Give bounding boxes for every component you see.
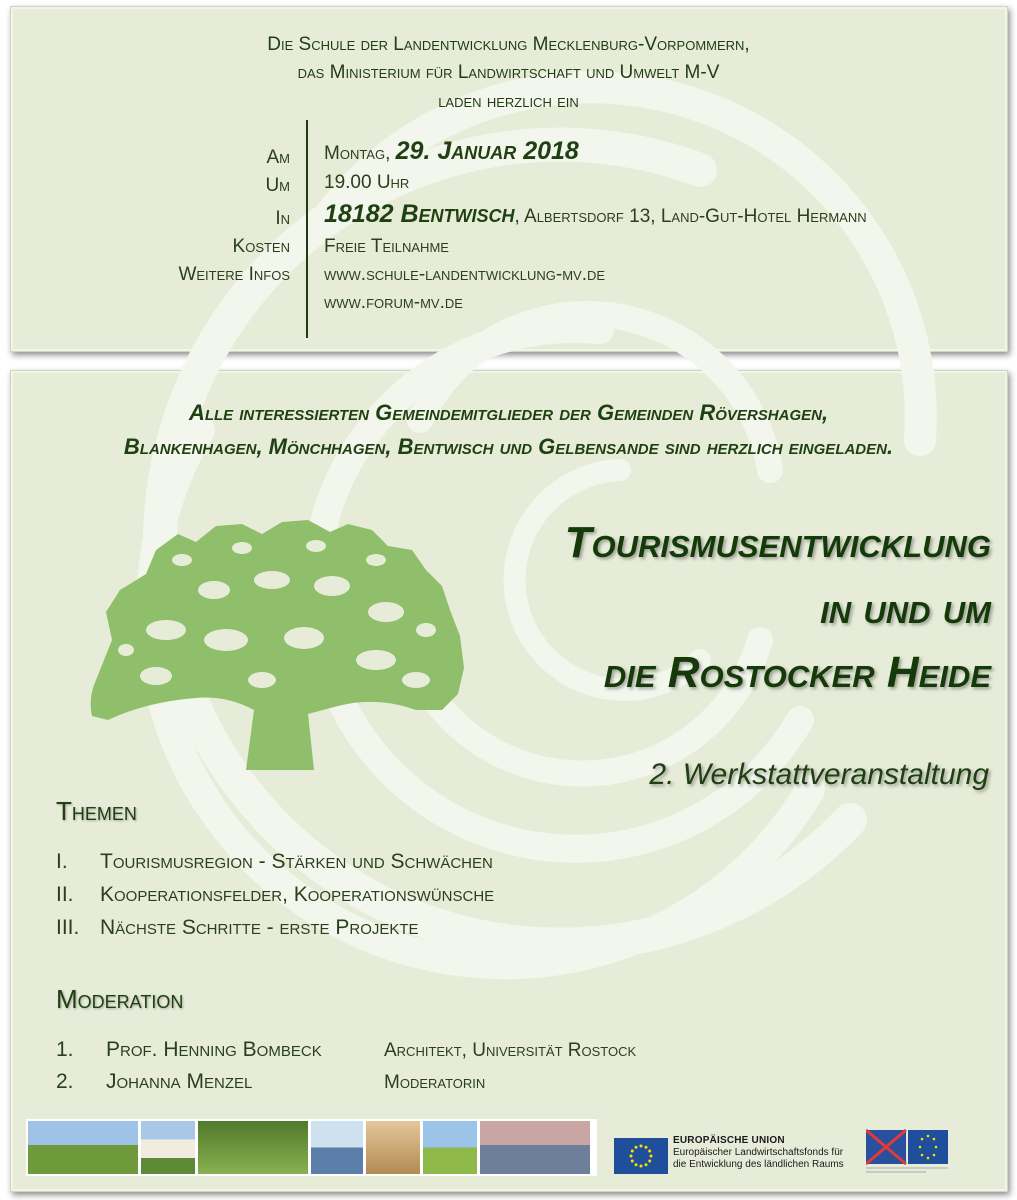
event-subtitle: 2. Werkstattveranstaltung bbox=[649, 758, 989, 791]
photo-field bbox=[423, 1121, 477, 1174]
website-link-1[interactable]: www.schule-landentwicklung-mv.de bbox=[324, 264, 606, 285]
place-bold: 18182 Bentwisch bbox=[324, 200, 515, 228]
invitation-line-2: Blankenhagen, Mönchhagen, Bentwisch und Gelbensande sind herzlich eingeladen. bbox=[123, 434, 894, 459]
event-title-line-1: Tourismusentwicklung bbox=[564, 518, 991, 567]
date-value bbox=[324, 137, 579, 166]
topic-text: Kooperationsfelder, Kooperationswünsche bbox=[100, 883, 495, 906]
cost-label: Kosten bbox=[232, 236, 290, 257]
time-label: Um bbox=[265, 175, 290, 196]
photo-farmhouse bbox=[141, 1121, 195, 1174]
organizer-line-2: das Ministerium für Landwirtschaft und Umwelt M-V bbox=[297, 62, 720, 83]
oak-tree-logo bbox=[86, 520, 468, 770]
photo-family bbox=[366, 1121, 420, 1174]
info-divider bbox=[306, 120, 308, 338]
moderator-role: Architekt, Universität Rostock bbox=[384, 1040, 637, 1061]
place-label: In bbox=[275, 208, 290, 229]
moderator-name: Prof. Henning Bombeck bbox=[106, 1038, 322, 1061]
eu-heading: EUROPÄISCHE UNION bbox=[673, 1135, 785, 1146]
eu-fund-line-1: Europäischer Landwirtschaftsfonds für bbox=[673, 1147, 844, 1158]
place-value bbox=[324, 200, 867, 229]
topic-text: Nächste Schritte - erste Projekte bbox=[100, 916, 419, 939]
moderator-name: Johanna Menzel bbox=[106, 1070, 253, 1093]
date-bold: 29. Januar 2018 bbox=[395, 137, 579, 165]
cost-value: Freie Teilnahme bbox=[324, 236, 449, 257]
topics-heading: Themen bbox=[56, 796, 137, 826]
invite-line: laden herzlich ein bbox=[438, 91, 579, 112]
eu-funds-logo bbox=[866, 1128, 948, 1176]
eu-funding-text bbox=[673, 1135, 844, 1171]
topic-number: II. bbox=[56, 883, 74, 906]
event-title-line-3: die Rostocker Heide bbox=[603, 648, 991, 697]
invitation-line-1: Alle interessierten Gemeindemitglieder der Gemeinden Rövershagen, bbox=[188, 400, 829, 425]
eu-flag-icon bbox=[614, 1138, 668, 1174]
organizer-line-1: Die Schule der Landentwicklung Mecklenburg-Vorpommern, bbox=[267, 34, 750, 55]
event-title-line-2: in und um bbox=[820, 584, 991, 633]
moderator-number: 2. bbox=[56, 1070, 74, 1093]
photo-sunset-pier bbox=[480, 1121, 590, 1174]
photo-cyclists bbox=[28, 1121, 138, 1174]
topic-number: III. bbox=[56, 916, 80, 939]
moderator-number: 1. bbox=[56, 1038, 74, 1061]
place-rest: , Albertsdorf 13, Land-Gut-Hotel Hermann bbox=[514, 206, 867, 227]
moderator-role: Moderatorin bbox=[384, 1072, 486, 1093]
photo-strip bbox=[26, 1119, 597, 1176]
photo-harbour bbox=[311, 1121, 363, 1174]
photo-trees bbox=[198, 1121, 308, 1174]
more-info-label: Weitere Infos bbox=[178, 264, 290, 285]
date-prefix: Montag, bbox=[324, 143, 396, 164]
time-value: 19.00 Uhr bbox=[324, 172, 410, 193]
topic-number: I. bbox=[56, 850, 68, 873]
website-link-2[interactable]: www.forum-mv.de bbox=[324, 292, 463, 313]
eu-fund-line-2: die Entwicklung des ländlichen Raums bbox=[673, 1159, 844, 1170]
moderation-heading: Moderation bbox=[56, 984, 184, 1014]
date-label: Am bbox=[266, 147, 290, 168]
topic-text: Tourismusregion - Stärken und Schwächen bbox=[100, 850, 493, 873]
